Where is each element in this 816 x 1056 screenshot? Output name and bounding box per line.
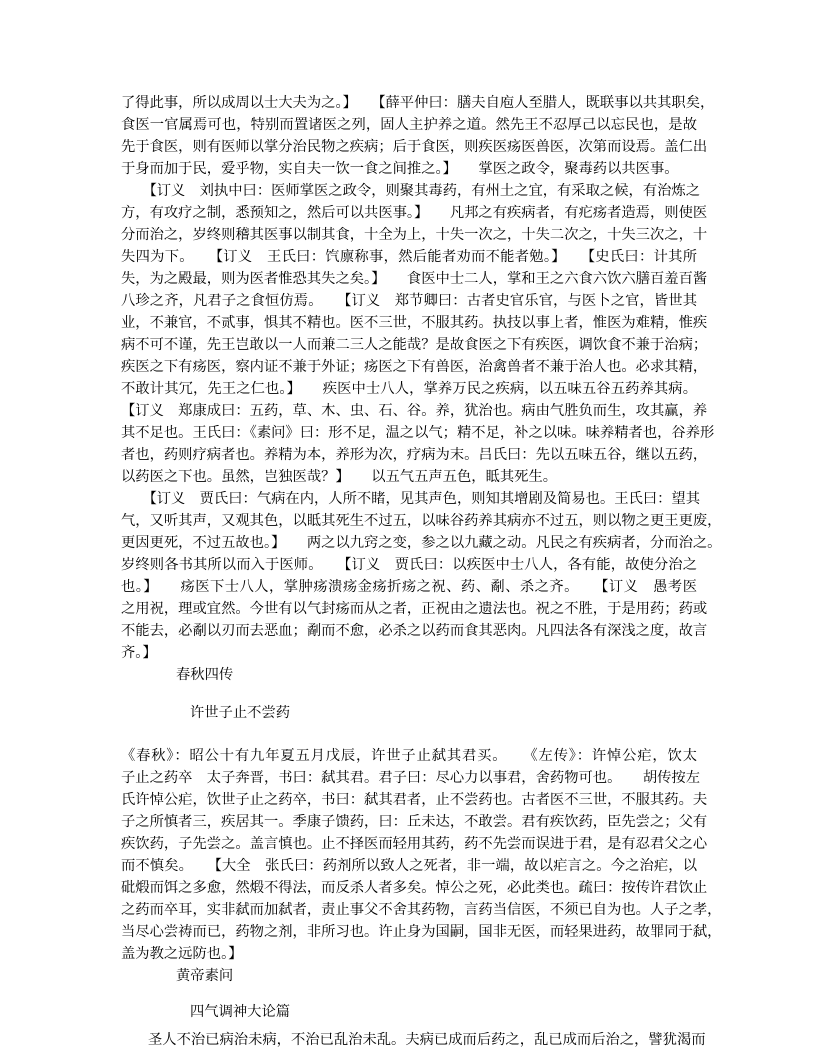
text-line: 食医一官属焉可也，特别而置诸医之列，固人主护养之道。然先王不忍厚己以忘民也，是故 xyxy=(121,117,697,133)
text-line: 圣人不治已病治未病，不治已乱治未乱。夫病已成而后药之，乱已成而后治之，譬犹渴而 xyxy=(148,1032,706,1048)
text-line: 【订义 刘执中曰：医师掌医之政令，则聚其毒药，有州土之宜，有采取之候，有治炼之 xyxy=(121,183,701,199)
text-line: 盖为教之远防也。】 xyxy=(121,946,243,962)
text-line: 失四为下。 【订义 王氏曰：饩廪称事，然后能者劝而不能者勉。】 【史氏曰：计其所 xyxy=(121,249,697,265)
text-line: 疾饮药，子先尝之。盖言慎也。止不择医而轻用其药，药不先尝而误进于君，是有忍君父之心 xyxy=(121,836,708,852)
text-line: 于身而加于民，爱乎物，实自夫一饮一食之间推之。】 掌医之政令，聚毒药以共医事。 xyxy=(121,161,679,177)
section-subheading: 四气调神大论篇 xyxy=(190,1004,291,1020)
text-line: 了得此事，所以成周以士大夫为之。】 【薛平仲曰：膳夫自庖人至腊人，既联事以共其职矣， xyxy=(121,95,715,111)
text-line: 当尽心尝祷而已，药物之剂，非所习也。许止身为国嗣，国非无医，而轻果进药，故罪同于弑， xyxy=(121,924,722,940)
text-line: 子止之药卒 太子奔晋，书曰：弑其君。君子曰：尽心力以事君，舍药物可也。 胡传按左 xyxy=(121,770,701,786)
text-line: 以药医之下也。虽然，岂独医哉？】 以五气五声五色，眡其死生。 xyxy=(121,469,558,485)
section-subheading: 许世子止不尝药 xyxy=(190,705,291,721)
section-heading: 春秋四传 xyxy=(176,667,234,683)
text-line: 八珍之齐，凡君子之食恒仿焉。 【订义 郑节卿曰：古者史官乐官，与医卜之官，皆世其 xyxy=(121,293,697,309)
text-line: 气，又听其声，又观其色，以眡其死生不过五，以味谷药养其病亦不过五，则以物之更王更废， xyxy=(121,513,722,529)
text-line: 其不足也。王氏曰：《素问》曰：形不足，温之以气；精不足，补之以味。味养精者也，谷养形 xyxy=(121,425,715,441)
text-line: 也。】 疡医下士八人，掌肿疡溃疡金疡折疡之祝、药、劀、杀之齐。 【订义 愚考医 xyxy=(121,579,697,595)
text-line: 方，有攻疗之制，悉预知之，然后可以共医事。】 凡邦之有疾病者，有疕疡者造焉，则使医 xyxy=(121,205,708,221)
text-line: 分而治之，岁终则稽其医事以制其食，十全为上，十失一次之，十失二次之，十失三次之，十 xyxy=(121,227,708,243)
text-line: 不能去，必劀以刃而去恶血；劀而不愈，必杀之以药而食其恶肉。凡四法各有深浅之度，故言 xyxy=(121,623,708,639)
text-line: 齐。】 xyxy=(121,645,157,661)
text-line: 先于食医，则有医师以掌分治民物之疾病；后于食医，则疾医疡医兽医，次第而设焉。盖仁出 xyxy=(121,139,708,155)
text-line: 业，不兼官，不贰事，惧其不精也。医不三世，不服其药。执技以事上者，惟医为难精，惟疾 xyxy=(121,315,708,331)
text-line: 疾医之下有疡医，察内证不兼于外证；疡医之下有兽医，治禽兽者不兼于治人也。必求其精， xyxy=(121,359,708,375)
text-line: 者也，药则疗病者也。养精为本，养形为次，疗病为末。吕氏曰：先以五味五谷，继以五药， xyxy=(121,447,708,463)
text-line: 之药而卒耳，实非弑而加弑者，责止事父不舍其药物，言药当信医，不须已自为也。人子之孝， xyxy=(121,902,722,918)
text-line: 【订义 郑康成曰：五药，草、木、虫、石、谷。养，犹治也。病由气胜负而生，攻其赢，养 xyxy=(121,403,708,419)
text-line: 氏许悼公疟，饮世子止之药卒，书曰：弑其君者，止不尝药也。古者医不三世，不服其药。夫 xyxy=(121,792,708,808)
section-heading: 黄帝素问 xyxy=(176,968,234,984)
text-line: 子之所慎者三，疾居其一。季康子馈药，曰：丘未达，不敢尝。君有疾饮药，臣先尝之；父有 xyxy=(121,814,708,830)
text-line: 病不可不谨，先王岂敢以一人而兼二三人之能哉？是故食医之下有疾医，调饮食不兼于治病； xyxy=(121,337,708,353)
text-line: 更因更死，不过五故也。】 两之以九窍之变，参之以九藏之动。凡民之有疾病者，分而治之。 xyxy=(121,535,722,551)
text-line: 不敢计其冗，先王之仁也。】 疾医中士八人，掌养万民之疾病，以五味五谷五药养其病。 xyxy=(121,381,697,397)
text-line: 【订义 贾氏曰：气病在内，人所不睹，见其声色，则知其增剧及简易也。王氏曰：望其 xyxy=(121,491,701,507)
text-line: 失，为之殿最，则为医者惟恐其失之矣。】 食医中士二人，掌和王之六食六饮六膳百羞百酱 xyxy=(121,271,708,287)
text-line: 之用祝，理或宜然。今世有以气封疡而从之者，正祝由之遗法也。祝之不胜，于是用药；药或 xyxy=(121,601,708,617)
text-line: 岁终则各书其所以而入于医师。 【订义 贾氏曰：以疾医中士八人，各有能，故使分治之 xyxy=(121,557,697,573)
text-line: 《春秋》：昭公十有九年夏五月戊辰，许世子止弑其君买。 《左传》：许悼公疟，饮太 xyxy=(121,748,697,764)
text-line: 砒煅而饵之多愈，然煅不得法，而反杀人者多矣。悼公之死，必此类也。疏曰：按传许君饮止 xyxy=(121,880,708,896)
text-line: 而不慎矣。 【大全 张氏曰：药剂所以致人之死者，非一端，故以疟言之。今之治疟，以 xyxy=(121,858,697,874)
